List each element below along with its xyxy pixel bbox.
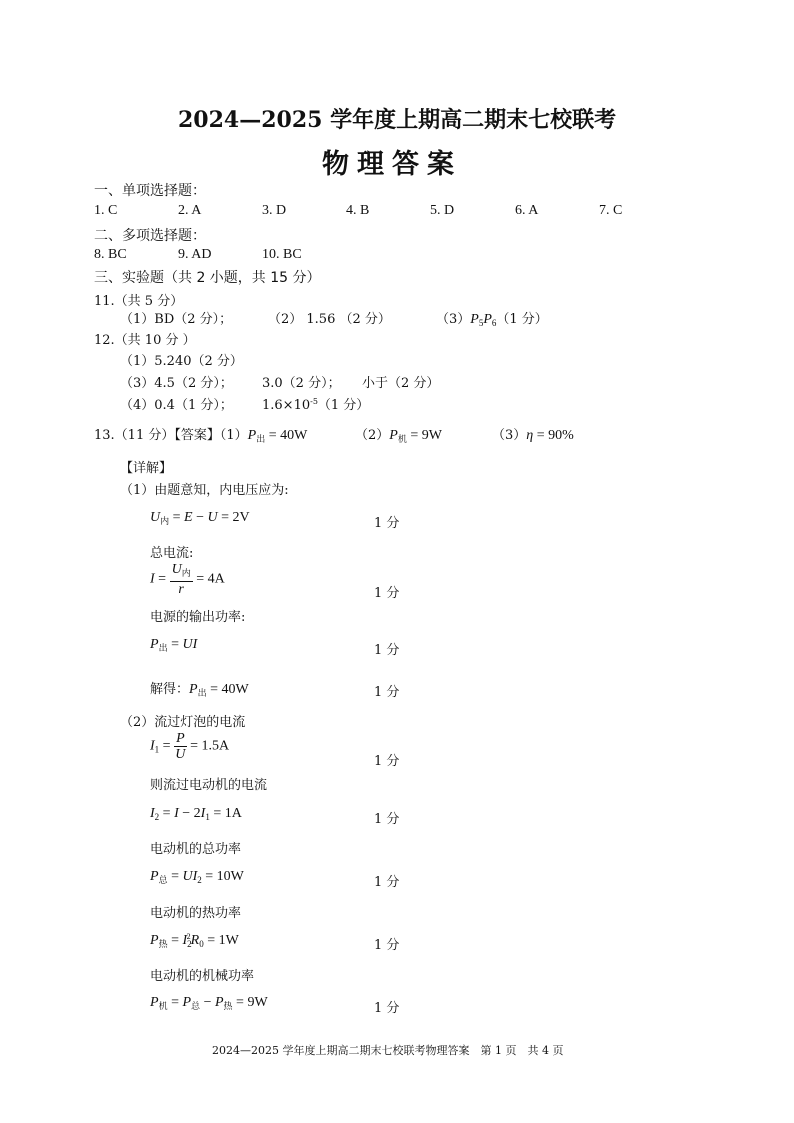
q13-answer-2: $(2)P_机 = 9W$ <box>355 428 442 444</box>
score-7: 1 分 <box>374 875 400 890</box>
answer-1: 1. C <box>94 203 118 218</box>
answer-8: 8. BC <box>94 247 127 262</box>
q13-answer-line: 13.（11 分）【答案】$(1)P_出 = 40W$ <box>94 428 308 444</box>
page-title: 2024—2025 学年度上期高二期末七校联考 <box>178 107 617 133</box>
q12-heading: 12.（共 10 分 ） <box>94 333 196 348</box>
score-3: 1 分 <box>374 643 400 658</box>
section-heading-single-choice: 一、单项选择题： <box>94 183 206 199</box>
q12-row3b: $1.6\times 10^{-5}(1$ 分） <box>262 397 370 413</box>
answer-3: 3. D <box>262 203 287 218</box>
q11-part3: $(3)P_5P_6(1$ 分） <box>436 312 548 328</box>
equation-motor-total-power: $P_总 = UI_2 = 10W$ <box>150 869 244 885</box>
q11-part2: （2） 1.56 （2 分） <box>268 312 391 327</box>
solve-line: 解得：$P_出 = 40W$ <box>150 682 249 698</box>
q13-answer-3: （3）η = 90% <box>492 428 574 443</box>
answer-7: 7. C <box>599 203 623 218</box>
score-9: 1 分 <box>374 1001 400 1016</box>
answer-10: 10. BC <box>262 247 302 262</box>
q12-row1: （1）5.240（2 分） <box>120 354 243 369</box>
equation-motor-mech-power: $P_机 = P_总 - P_热 = 9W$ <box>150 995 268 1011</box>
section-heading-multi-choice: 二、多项选择题： <box>94 228 206 244</box>
q12-row3a: （4）0.4（1 分）； <box>120 398 233 413</box>
equation-bulb-current: $I_1$ = $\frac{P}{U}$ = 1.5A <box>150 731 230 762</box>
equation-motor-heat-power: $P_热 = I_2^2R_0 = 1W$ <box>150 932 239 949</box>
score-2: 1 分 <box>374 586 400 601</box>
motor-current-label: 则流过电动机的电流 <box>150 778 268 793</box>
q12-row2c: 小于（2 分） <box>362 376 440 391</box>
q12-row2b: 3.0（2 分）； <box>262 376 341 391</box>
equation-motor-current: $I_2 = I - 2I_1 = 1A$ <box>150 806 242 822</box>
motor-mech-power-label: 电动机的机械功率 <box>150 969 255 984</box>
part1-intro: （1）由题意知，内电压应为: <box>120 483 289 498</box>
score-6: 1 分 <box>374 812 400 827</box>
equation-output-power: $P_出$ = UI <box>150 637 198 653</box>
total-current-label: 总电流: <box>150 546 194 561</box>
score-1: 1 分 <box>374 516 400 531</box>
answer-5: 5. D <box>430 203 455 218</box>
motor-heat-power-label: 电动机的热功率 <box>150 906 242 921</box>
answer-2: 2. A <box>178 203 202 218</box>
page-footer: 2024—2025 学年度上期高二期末七校联考物理答案 第 1 页 共 4 页 <box>212 1044 564 1057</box>
q11-part1: （1）BD（2 分）； <box>120 312 233 327</box>
answer-4: 4. B <box>346 203 370 218</box>
equation-internal-voltage: $U_内 = E - U = 2V$ <box>150 510 250 526</box>
detail-heading: 【详解】 <box>120 461 173 476</box>
score-5: 1 分 <box>374 754 400 769</box>
motor-total-power-label: 电动机的总功率 <box>150 842 242 857</box>
answer-6: 6. A <box>515 203 539 218</box>
score-4: 1 分 <box>374 685 400 700</box>
score-8: 1 分 <box>374 938 400 953</box>
output-power-label: 电源的输出功率: <box>150 610 246 625</box>
page-subtitle: 物理答案 <box>322 149 462 180</box>
section-heading-experiment: 三、实验题（共 2 小题，共 15 分） <box>94 270 321 286</box>
answer-9: 9. AD <box>178 247 212 262</box>
q11-heading: 11.（共 5 分） <box>94 294 184 309</box>
part2-intro: （2）流过灯泡的电流 <box>120 715 246 730</box>
equation-total-current: I = $\frac{U_内}{r}$ = 4A <box>150 562 225 597</box>
q12-row2a: （3）4.5（2 分）； <box>120 376 233 391</box>
